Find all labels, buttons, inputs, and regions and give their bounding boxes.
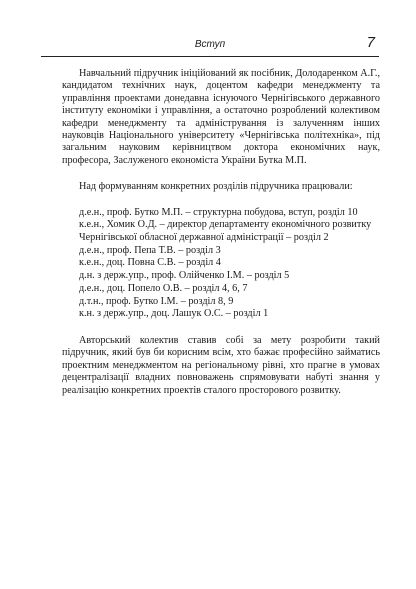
intro-paragraph: Навчальний підручник ініційований як посібник, Долодаренком А.Г., кандидатом технічних наук, доцентом кафедри менеджменту та управління проектами донедавна існуючого Чернігівського державного інституту економіки і управління, а остаточно розроблений колективом кафедри менеджменту та адміністрування із залученням інших науковців Національного університету «Чернігівська політехніка», під загальним науковим керівництвом доктора економічних наук, професора, Заслуженого економіста України Бутка М.П. <box>62 68 380 166</box>
author-item <box>62 296 380 309</box>
authors-intro: Над формуванням конкретних розділів підручника працювали: <box>79 181 353 193</box>
running-header <box>41 34 379 57</box>
author-item <box>62 219 380 244</box>
author-text: д.т.н., проф. Бутко І.М. – розділ 8, 9 <box>79 295 234 307</box>
author-text: к.е.н., доц. Повна С.В. – розділ 4 <box>79 257 221 269</box>
author-text: д.е.н., доц. Попело О.В. – розділ 4, 6, 7 <box>79 282 248 294</box>
header-title: Вступ <box>194 39 226 50</box>
author-text-continued: Чернігівської обласної державної адміністрації – розділ 2 <box>79 232 329 244</box>
authors-list <box>62 207 380 321</box>
author-item <box>62 257 380 270</box>
author-text: д.е.н., проф. Бутко М.П. – структурна побудова, вступ, розділ 10 <box>79 206 358 218</box>
author-item <box>62 207 380 220</box>
author-item <box>62 245 380 258</box>
page-body <box>62 68 380 397</box>
author-text: к.н. з держ.упр., доц. Лашук О.С. – розділ 1 <box>79 308 269 320</box>
author-text: д.е.н., проф. Пепа Т.В. – розділ 3 <box>79 244 221 256</box>
author-text: д.н. з держ.упр., проф. Олійченко І.М. – розділ 5 <box>79 270 290 282</box>
author-item <box>62 270 380 283</box>
page-number: 7 <box>366 34 375 51</box>
author-item <box>62 283 380 296</box>
author-item <box>62 308 380 321</box>
closing-paragraph: Авторський колектив ставив собі за мету розробити такий підручник, який був би корисним всім, хто бажає професійно займатись проектним менеджментом на регіональному рівні, хто прагне в умовах децентралізації владних повноважень спрямовувати набуті знання у реалізацію конкретних проектів сталого просторового розвитку. <box>62 334 380 396</box>
author-text: к.е.н., Хомик О.Д. – директор департаменту економічного розвитку <box>79 219 372 231</box>
